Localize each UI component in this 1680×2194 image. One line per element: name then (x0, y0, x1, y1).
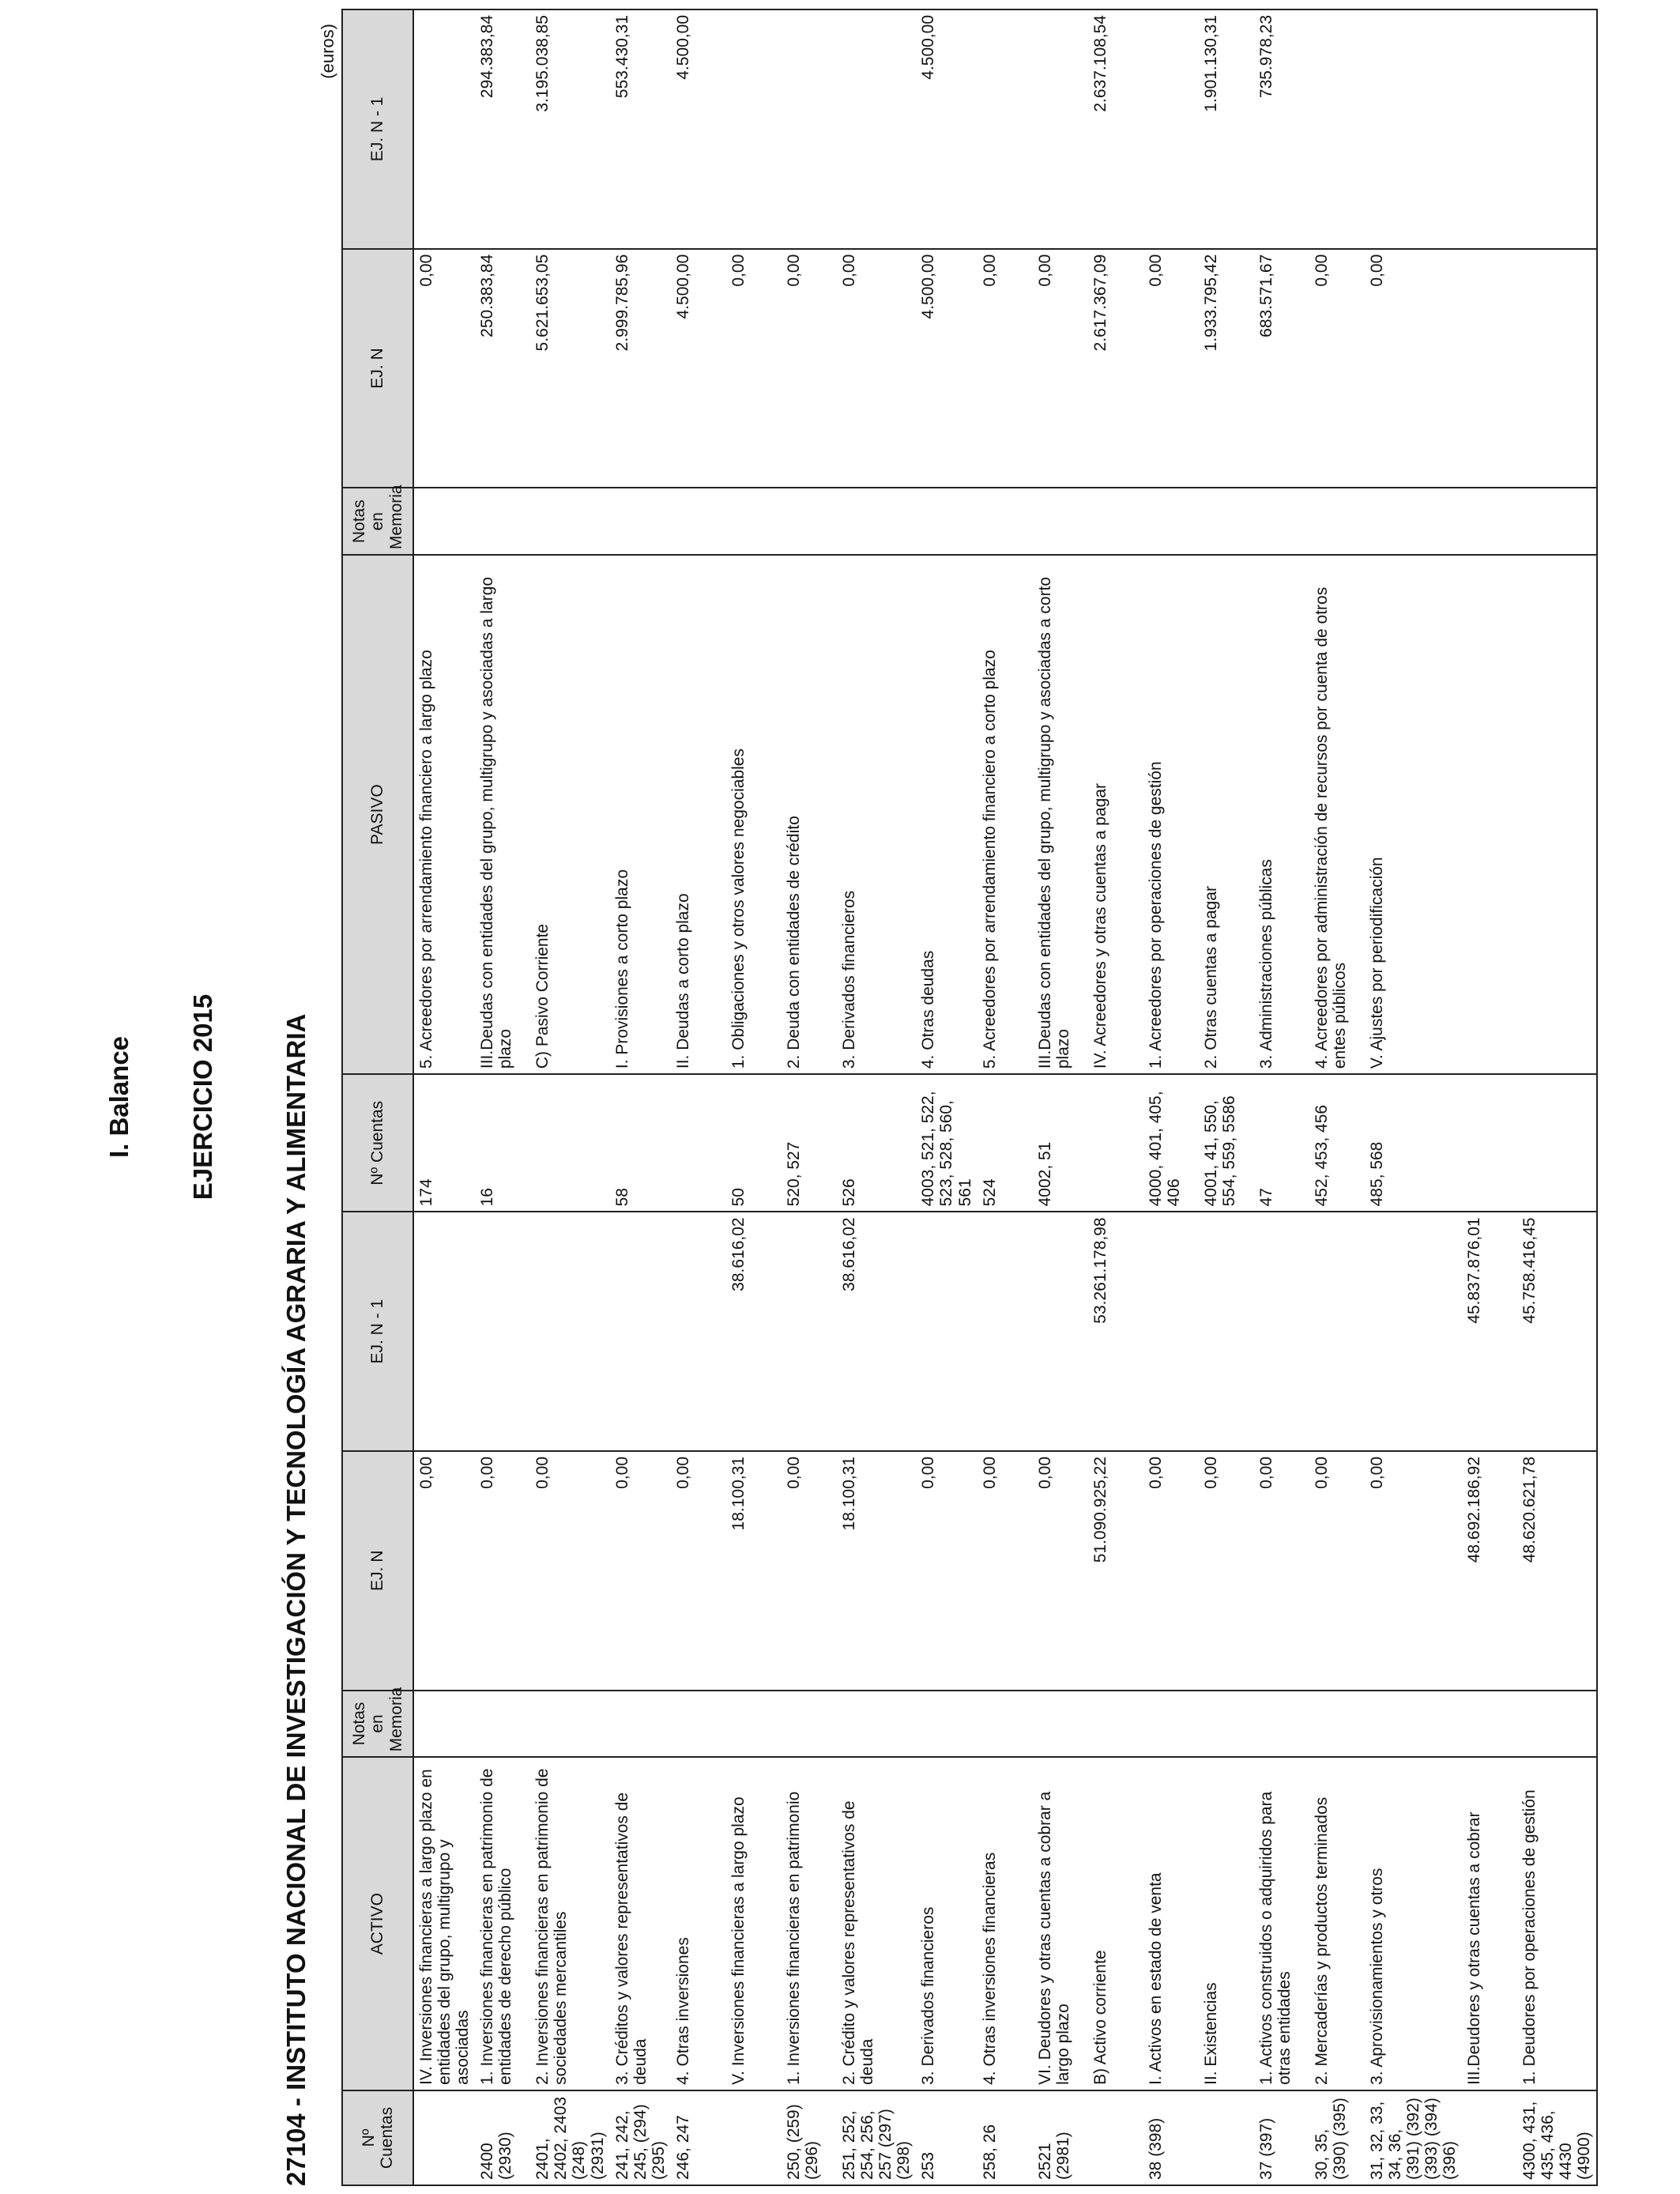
pasivo-cuentas-cell: 16 (475, 1074, 530, 1212)
pasivo-concept-cell: III.Deudas con entidades del grupo, multigrupo y asociadas a corto plazo (1033, 555, 1088, 1074)
activo-concept-cell: B) Activo corriente (1088, 1757, 1143, 2090)
activo-concept-cell: 3. Aprovisionamientos y otros (1365, 1757, 1462, 2090)
table-row (1199, 9, 1254, 2185)
pasivo-cuentas-cell: 174 (413, 1074, 475, 1212)
activo-concept-cell: III.Deudores y otras cuentas a cobrar (1462, 1757, 1517, 2090)
activo-ej-n-cell: 0,00 (782, 1451, 837, 1691)
pasivo-concept-cell: 5. Acreedores por arrendamiento financiero a corto plazo (977, 555, 1033, 1074)
balance-table (341, 9, 1598, 2186)
pasivo-ej-n1-cell (977, 9, 1033, 249)
pasivo-notas-cell (1517, 488, 1597, 555)
pasivo-concept-cell: 3. Derivados financieros (837, 555, 916, 1074)
activo-cuentas-cell: 30, 35, (390) (395) (1309, 2090, 1365, 2185)
pasivo-notas-cell (726, 488, 782, 555)
pasivo-ej-n-cell: 683.571,67 (1254, 249, 1309, 488)
table-row (1143, 9, 1199, 2185)
activo-notas-cell (1517, 1691, 1597, 1758)
pasivo-ej-n1-cell (726, 9, 782, 249)
table-row (413, 9, 475, 2185)
activo-ej-n-cell: 0,00 (977, 1451, 1033, 1691)
activo-ej-n-cell: 18.100,31 (726, 1451, 782, 1691)
pasivo-concept-cell: 5. Acreedores por arrendamiento financiero a largo plazo (413, 555, 475, 1074)
pasivo-cuentas-cell: 4000, 401, 405, 406 (1143, 1074, 1199, 1212)
pasivo-cuentas-cell: 58 (610, 1074, 671, 1212)
table-row (1309, 9, 1365, 2185)
activo-notas-cell (671, 1691, 726, 1758)
pasivo-cuentas-cell (1517, 1074, 1597, 1212)
pasivo-ej-n1-cell (1143, 9, 1199, 249)
pasivo-cuentas-cell (1462, 1074, 1517, 1212)
pasivo-concept-cell: 4. Acreedores por administración de recursos por cuenta de otros entes públicos (1309, 555, 1365, 1074)
activo-ej-n1-cell (671, 1212, 726, 1451)
pasivo-ej-n-cell: 0,00 (837, 249, 916, 488)
activo-ej-n1-cell: 45.758.416,45 (1517, 1212, 1597, 1451)
table-header-row (342, 9, 413, 2185)
activo-notas-cell (726, 1691, 782, 1758)
activo-notas-cell (475, 1691, 530, 1758)
activo-concept-cell: 1. Inversiones financieras en patrimonio (782, 1757, 837, 2090)
pasivo-ej-n-cell: 5.621.653,05 (530, 249, 609, 488)
activo-ej-n-cell: 0,00 (1365, 1451, 1462, 1691)
pasivo-cuentas-cell: 4001, 41, 550, 554, 559, 5586 (1199, 1074, 1254, 1212)
pasivo-notas-cell (1143, 488, 1199, 555)
table-row (782, 9, 837, 2185)
pasivo-ej-n1-cell: 294.383,84 (475, 9, 530, 249)
pasivo-concept-cell: 2. Deuda con entidades de crédito (782, 555, 837, 1074)
table-row (475, 9, 530, 2185)
pasivo-cuentas-cell: 4003, 521, 522, 523, 528, 560, 561 (916, 1074, 977, 1212)
activo-cuentas-cell: 2521 (2981) (1033, 2090, 1088, 2185)
col-header-pasivo-notas: Notas en Memoria (342, 488, 413, 555)
col-header-activo-notas: Notas en Memoria (342, 1691, 413, 1758)
activo-concept-cell: 4. Otras inversiones financieras (977, 1757, 1033, 2090)
activo-concept-cell: 1. Activos construidos o adquiridos para otras entidades (1254, 1757, 1309, 2090)
pasivo-ej-n1-cell (1462, 9, 1517, 249)
activo-ej-n1-cell (977, 1212, 1033, 1451)
pasivo-concept-cell (1517, 555, 1597, 1074)
pasivo-notas-cell (916, 488, 977, 555)
pasivo-concept-cell: 1. Obligaciones y otros valores negociables (726, 555, 782, 1074)
pasivo-ej-n-cell: 0,00 (1365, 249, 1462, 488)
activo-ej-n1-cell (1309, 1212, 1365, 1451)
activo-ej-n1-cell (1254, 1212, 1309, 1451)
pasivo-ej-n-cell: 1.933.795,42 (1199, 249, 1254, 488)
activo-concept-cell: II. Existencias (1199, 1757, 1254, 2090)
activo-notas-cell (610, 1691, 671, 1758)
pasivo-cuentas-cell: 4002, 51 (1033, 1074, 1088, 1212)
pasivo-ej-n-cell: 0,00 (726, 249, 782, 488)
pasivo-notas-cell (977, 488, 1033, 555)
activo-ej-n1-cell (475, 1212, 530, 1451)
activo-ej-n-cell: 18.100,31 (837, 1451, 916, 1691)
units-label: (euros) (318, 24, 337, 79)
pasivo-notas-cell (475, 488, 530, 555)
activo-ej-n1-cell: 38.616,02 (837, 1212, 916, 1451)
activo-notas-cell (1143, 1691, 1199, 1758)
pasivo-ej-n1-cell (837, 9, 916, 249)
pasivo-ej-n1-cell: 553.430,31 (610, 9, 671, 249)
pasivo-notas-cell (1033, 488, 1088, 555)
pasivo-ej-n1-cell (1517, 9, 1597, 249)
pasivo-notas-cell (1254, 488, 1309, 555)
pasivo-ej-n1-cell: 2.637.108,54 (1088, 9, 1143, 249)
activo-notas-cell (1254, 1691, 1309, 1758)
activo-concept-cell: 2. Crédito y valores representativos de deuda (837, 1757, 916, 2090)
table-row (1033, 9, 1088, 2185)
table-row (1088, 9, 1143, 2185)
activo-cuentas-cell (726, 2090, 782, 2185)
activo-concept-cell: 3. Créditos y valores representativos de deuda (610, 1757, 671, 2090)
pasivo-ej-n1-cell (1033, 9, 1088, 249)
col-header-pasivo-cuentas: Nº Cuentas (342, 1074, 413, 1212)
activo-concept-cell: 1. Inversiones financieras en patrimonio de entidades de derecho público (475, 1757, 530, 2090)
activo-notas-cell (782, 1691, 837, 1758)
activo-ej-n1-cell: 53.261.178,98 (1088, 1212, 1143, 1451)
report-title: I. Balance (104, 1035, 134, 1159)
activo-ej-n-cell: 0,00 (1143, 1451, 1199, 1691)
activo-cuentas-cell (1199, 2090, 1254, 2185)
pasivo-concept-cell: 2. Otras cuentas a pagar (1199, 555, 1254, 1074)
activo-ej-n-cell: 0,00 (475, 1451, 530, 1691)
table-row (610, 9, 671, 2185)
pasivo-ej-n1-cell: 4.500,00 (916, 9, 977, 249)
pasivo-cuentas-cell (1088, 1074, 1143, 1212)
activo-cuentas-cell: 241, 242, 245, (294) (295) (610, 2090, 671, 2185)
activo-concept-cell: V. Inversiones financieras a largo plazo (726, 1757, 782, 2090)
activo-cuentas-cell: 31, 32, 33, 34, 36, (391) (392) (393) (394) (396) (1365, 2090, 1462, 2185)
pasivo-cuentas-cell: 520, 527 (782, 1074, 837, 1212)
col-header-activo-ej-n: EJ. N (342, 1451, 413, 1691)
activo-ej-n1-cell (1033, 1212, 1088, 1451)
activo-ej-n-cell: 0,00 (1199, 1451, 1254, 1691)
activo-ej-n1-cell (1199, 1212, 1254, 1451)
col-header-activo: ACTIVO (342, 1757, 413, 2090)
pasivo-ej-n-cell: 2.617.367,09 (1088, 249, 1143, 488)
activo-concept-cell: I. Activos en estado de venta (1143, 1757, 1199, 2090)
pasivo-ej-n1-cell: 1.901.130,31 (1199, 9, 1254, 249)
col-header-pasivo: PASIVO (342, 555, 413, 1074)
activo-concept-cell: 4. Otras inversiones (671, 1757, 726, 2090)
activo-cuentas-cell (1088, 2090, 1143, 2185)
pasivo-ej-n-cell: 0,00 (1143, 249, 1199, 488)
activo-ej-n1-cell (413, 1212, 475, 1451)
activo-cuentas-cell: 2401, 2402, 2403 (248) (2931) (530, 2090, 609, 2185)
activo-notas-cell (1199, 1691, 1254, 1758)
activo-cuentas-cell: 258, 26 (977, 2090, 1033, 2185)
activo-notas-cell (1462, 1691, 1517, 1758)
activo-cuentas-cell: 246, 247 (671, 2090, 726, 2185)
pasivo-concept-cell: 4. Otras deudas (916, 555, 977, 1074)
pasivo-concept-cell: V. Ajustes por periodificación (1365, 555, 1462, 1074)
pasivo-cuentas-cell: 526 (837, 1074, 916, 1212)
pasivo-notas-cell (1462, 488, 1517, 555)
pasivo-cuentas-cell (530, 1074, 609, 1212)
pasivo-ej-n-cell: 0,00 (413, 249, 475, 488)
pasivo-ej-n-cell: 0,00 (977, 249, 1033, 488)
activo-ej-n1-cell (1365, 1212, 1462, 1451)
pasivo-ej-n1-cell (1309, 9, 1365, 249)
activo-notas-cell (413, 1691, 475, 1758)
activo-cuentas-cell: 4300, 431, 435, 436, 4430 (4900) (1517, 2090, 1597, 2185)
table-row (726, 9, 782, 2185)
activo-ej-n-cell: 0,00 (1309, 1451, 1365, 1691)
activo-ej-n-cell: 0,00 (916, 1451, 977, 1691)
col-header-pasivo-ej-n1: EJ. N - 1 (342, 9, 413, 249)
pasivo-concept-cell: C) Pasivo Corriente (530, 555, 609, 1074)
pasivo-concept-cell: I. Provisiones a corto plazo (610, 555, 671, 1074)
activo-cuentas-cell: 2400 (2930) (475, 2090, 530, 2185)
pasivo-ej-n-cell: 4.500,00 (671, 249, 726, 488)
activo-ej-n-cell: 0,00 (671, 1451, 726, 1691)
pasivo-cuentas-cell: 485, 568 (1365, 1074, 1462, 1212)
activo-cuentas-cell: 37 (397) (1254, 2090, 1309, 2185)
pasivo-notas-cell (1088, 488, 1143, 555)
table-body (413, 9, 1597, 2185)
activo-ej-n-cell: 0,00 (530, 1451, 609, 1691)
pasivo-cuentas-cell: 47 (1254, 1074, 1309, 1212)
pasivo-ej-n-cell (1462, 249, 1517, 488)
activo-ej-n-cell: 0,00 (1254, 1451, 1309, 1691)
activo-notas-cell (1088, 1691, 1143, 1758)
pasivo-ej-n-cell: 0,00 (782, 249, 837, 488)
table-row (671, 9, 726, 2185)
pasivo-notas-cell (671, 488, 726, 555)
pasivo-notas-cell (610, 488, 671, 555)
pasivo-ej-n1-cell (1365, 9, 1462, 249)
table-row (530, 9, 609, 2185)
activo-notas-cell (916, 1691, 977, 1758)
pasivo-cuentas-cell (671, 1074, 726, 1212)
activo-ej-n1-cell (610, 1212, 671, 1451)
activo-cuentas-cell: 250, (259) (296) (782, 2090, 837, 2185)
activo-notas-cell (837, 1691, 916, 1758)
table-row (1365, 9, 1462, 2185)
table-row (837, 9, 916, 2185)
activo-cuentas-cell (1462, 2090, 1517, 2185)
activo-ej-n-cell: 51.090.925,22 (1088, 1451, 1143, 1691)
activo-concept-cell: VI. Deudores y otras cuentas a cobrar a largo plazo (1033, 1757, 1088, 2090)
pasivo-concept-cell: 1. Acreedores por operaciones de gestión (1143, 555, 1199, 1074)
pasivo-notas-cell (837, 488, 916, 555)
table-row (1462, 9, 1517, 2185)
activo-cuentas-cell: 38 (398) (1143, 2090, 1199, 2185)
pasivo-ej-n1-cell (413, 9, 475, 249)
activo-notas-cell (530, 1691, 609, 1758)
activo-cuentas-cell: 251, 252, 254, 256, 257 (297) (298) (837, 2090, 916, 2185)
table-row (977, 9, 1033, 2185)
pasivo-concept-cell (1462, 555, 1517, 1074)
pasivo-notas-cell (1365, 488, 1462, 555)
col-header-activo-cuentas: Nº Cuentas (342, 2090, 413, 2185)
pasivo-concept-cell: 3. Administraciones públicas (1254, 555, 1309, 1074)
pasivo-notas-cell (413, 488, 475, 555)
activo-concept-cell: 1. Deudores por operaciones de gestión (1517, 1757, 1597, 2090)
pasivo-ej-n1-cell: 4.500,00 (671, 9, 726, 249)
col-header-pasivo-ej-n: EJ. N (342, 249, 413, 488)
pasivo-ej-n-cell (1517, 249, 1597, 488)
pasivo-concept-cell: II. Deudas a corto plazo (671, 555, 726, 1074)
pasivo-notas-cell (1309, 488, 1365, 555)
activo-concept-cell: 2. Mercaderías y productos terminados (1309, 1757, 1365, 2090)
activo-notas-cell (977, 1691, 1033, 1758)
report-subtitle: EJERCICIO 2015 (188, 993, 217, 1201)
pasivo-cuentas-cell: 452, 453, 456 (1309, 1074, 1365, 1212)
pasivo-ej-n-cell: 250.383,84 (475, 249, 530, 488)
activo-notas-cell (1033, 1691, 1088, 1758)
activo-ej-n1-cell (782, 1212, 837, 1451)
pasivo-ej-n-cell: 4.500,00 (916, 249, 977, 488)
pasivo-ej-n1-cell (782, 9, 837, 249)
pasivo-notas-cell (530, 488, 609, 555)
pasivo-ej-n-cell: 2.999.785,96 (610, 249, 671, 488)
pasivo-ej-n1-cell: 3.195.038,85 (530, 9, 609, 249)
pasivo-ej-n-cell: 0,00 (1309, 249, 1365, 488)
pasivo-concept-cell: III.Deudas con entidades del grupo, multigrupo y asociadas a largo plazo (475, 555, 530, 1074)
pasivo-notas-cell (782, 488, 837, 555)
activo-ej-n-cell: 48.620.621,78 (1517, 1451, 1597, 1691)
pasivo-ej-n1-cell: 735.978,23 (1254, 9, 1309, 249)
table-row (1254, 9, 1309, 2185)
pasivo-cuentas-cell: 524 (977, 1074, 1033, 1212)
entity-name: 27104 - INSTITUTO NACIONAL DE INVESTIGACIÓN Y TECNOLOGÍA AGRARIA Y ALIMENTARIA (281, 1013, 311, 2186)
activo-ej-n1-cell (530, 1212, 609, 1451)
activo-ej-n1-cell (1143, 1212, 1199, 1451)
activo-notas-cell (1365, 1691, 1462, 1758)
activo-ej-n-cell: 0,00 (610, 1451, 671, 1691)
col-header-activo-ej-n1: EJ. N - 1 (342, 1212, 413, 1451)
table-row (916, 9, 977, 2185)
activo-ej-n1-cell: 45.837.876,01 (1462, 1212, 1517, 1451)
pasivo-concept-cell: IV. Acreedores y otras cuentas a pagar (1088, 555, 1143, 1074)
pasivo-ej-n-cell: 0,00 (1033, 249, 1088, 488)
activo-cuentas-cell: 253 (916, 2090, 977, 2185)
activo-cuentas-cell (413, 2090, 475, 2185)
activo-ej-n-cell: 0,00 (1033, 1451, 1088, 1691)
activo-ej-n1-cell: 38.616,02 (726, 1212, 782, 1451)
activo-notas-cell (1309, 1691, 1365, 1758)
activo-concept-cell: IV. Inversiones financieras a largo plazo en entidades del grupo, multigrupo y asociadas (413, 1757, 475, 2090)
pasivo-cuentas-cell: 50 (726, 1074, 782, 1212)
activo-ej-n-cell: 48.692.186,92 (1462, 1451, 1517, 1691)
pasivo-notas-cell (1199, 488, 1254, 555)
activo-ej-n-cell: 0,00 (413, 1451, 475, 1691)
activo-concept-cell: 2. Inversiones financieras en patrimonio de sociedades mercantiles (530, 1757, 609, 2090)
activo-ej-n1-cell (916, 1212, 977, 1451)
activo-concept-cell: 3. Derivados financieros (916, 1757, 977, 2090)
table-row (1517, 9, 1597, 2185)
